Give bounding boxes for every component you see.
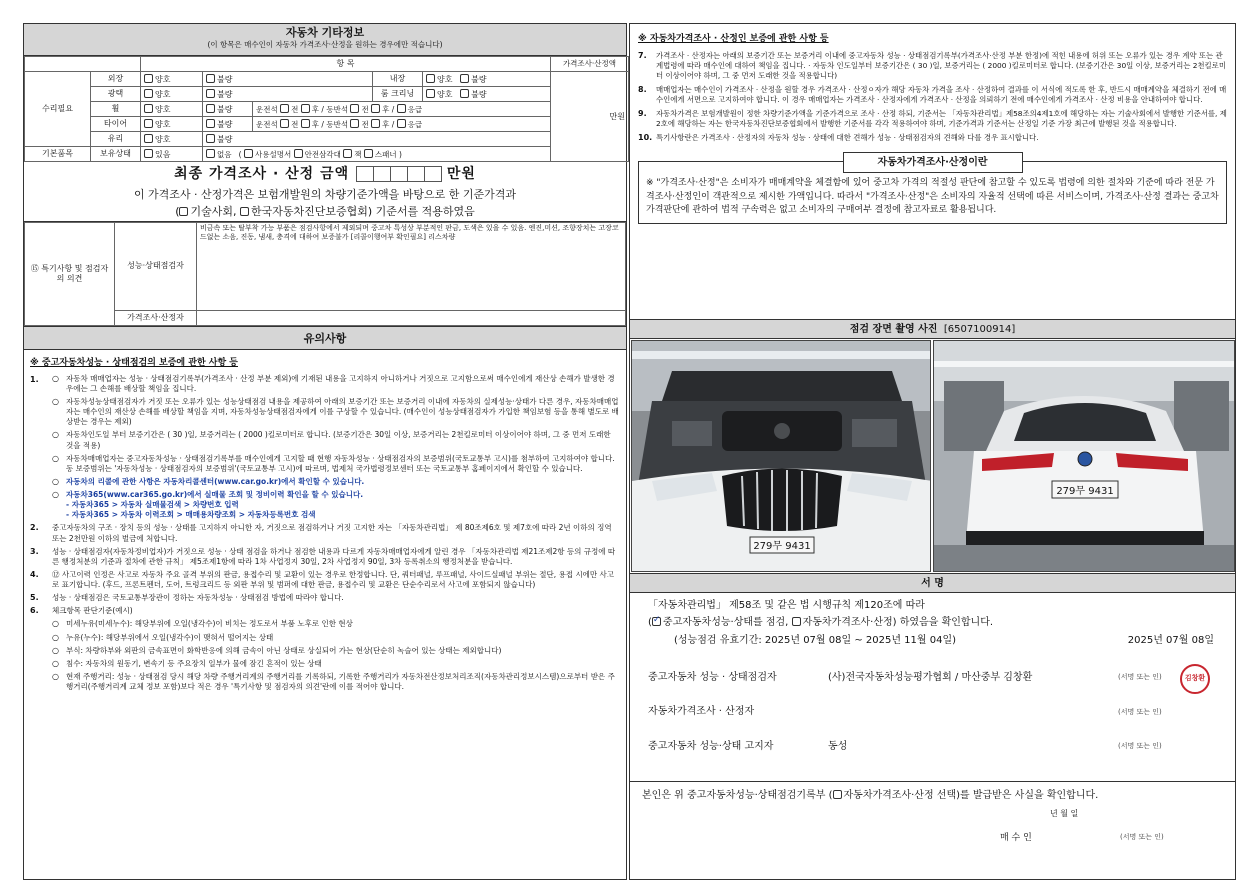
sig-mark: (서명 또는 인) xyxy=(1118,707,1162,716)
final-standard-line2: ( 기술사회, 한국자동차진단보증협회) 기준서를 적용하였음 xyxy=(175,204,475,218)
notice-item: 성능 · 상태점검자(자동차정비업자)가 거짓으로 성능 · 상태 점검을 하거나 점검한 내용과 다르게 자동차매매업자에게 알린 경우 「자동차관리법 제21조제2항 등의 규정에 따른 행정처분의 기준과 절차에 관한 규칙」 제5조제1항에 따라 1차 사업정지 30일, 2차 사업정지 90일, 3차 등록취소의 행정처분을 받습니다. xyxy=(52,546,616,566)
criteria-item: 미세누유(미세누수): 해당부위에 오일(냉각수)이 비치는 정도로서 부품 노후로 인한 현상 xyxy=(66,619,353,629)
checkbox[interactable] xyxy=(833,790,842,799)
receipt-date: 년 월 일 xyxy=(1050,808,1079,818)
inspector-name: (사)전국자동차성능평가협회 / 마산중부 김창환 xyxy=(828,671,1033,683)
rear-view-image xyxy=(934,341,1235,572)
what-is-pricing-box xyxy=(638,157,1227,224)
special-pricer-label: 가격조사·산정자 xyxy=(115,310,197,325)
row-wheel: 휠 xyxy=(91,102,141,117)
final-standard-line1: 이 가격조사 · 산정가격은 보험개발원의 차량기준가액을 바탕으로 한 기준가격과 xyxy=(133,188,517,201)
criteria-item: 누유(누수): 해당부위에서 오일(냉각수)이 맺혀서 떨어지는 상태 xyxy=(66,632,274,642)
sign-date: 2025년 07월 08일 xyxy=(1127,635,1214,646)
pricer-section-title: ※ 자동차가격조사 · 산정인 보증에 관한 사항 등 xyxy=(638,34,829,44)
sign-law: 「자동차관리법」 제58조 및 같은 법 시행규칙 제120조에 따라 xyxy=(648,600,925,611)
what-is-pricing-text: ※ "가격조사·산정"은 소비자가 매매계약을 체결함에 있어 중고차 가격의 적절성 판단에 참고할 수 있도록 법령에 의한 절차와 기준에 따라 전문 가격조사·산정인이 객관적으로 제시한 가액입니다. 따라서 "가격조사·산정"은 소비자의 자율적 선택에 따른 서비스이며, 가격조사·산정 결과는 중고차 가격판단에 관하여 법적 구속력은 없고 소비자의 구매여부 결정에 참고자료로 활용됩니다. xyxy=(646,178,1219,216)
notice-item: 자동차 매매업자는 성능 · 상태점검기록부(가격조사 · 산정 부분 제외)에 기재된 내용을 고지하지 아니하거나 거짓으로 고지함으로써 매수인에게 재산상 손해가 발생한 경우에는 그 손해를 배상할 책임을 집니다. xyxy=(66,373,615,393)
col-item-header: 항 목 xyxy=(141,57,551,72)
checkbox-checked[interactable] xyxy=(652,617,661,626)
checkbox[interactable] xyxy=(206,119,215,128)
special-pricer-value[interactable] xyxy=(197,310,626,325)
notice-item: 자동차매매업자는 중고자동차성능 · 상태점검기록부를 매수인에게 고지할 때 현행 자동차성능 · 상태점검자의 보증범위(국토교통부 고시)를 첨부하여 고지하여야 합니다. 동 보증범위는 '자동차성능 · 상태점검자의 보증범위'(국토교통부 고시)에 따르며, 법제처 국가법령정보센터 또는 국토교통부 홈페이지에서 확인할 수 있습니다. xyxy=(66,453,615,473)
other-info-subtitle: (이 항목은 매수인이 자동차 가격조사·산정을 원하는 경우에만 적습니다) xyxy=(207,39,443,49)
basic-label: 기본품목 xyxy=(25,147,91,162)
sign-confirm: (✓ 중고자동차성능·상태를 점검, 자동차가격조사·산정) 하였음을 확인합니다. xyxy=(648,617,1235,630)
checkbox[interactable] xyxy=(792,617,801,626)
receipt-section xyxy=(630,781,1235,880)
buyer-signature-row xyxy=(1000,833,1235,844)
document-page xyxy=(23,23,1236,880)
what-is-pricing-title: 자동차가격조사·산정이란 xyxy=(843,152,1023,173)
car365-text: 자동차365(www.car365.go.kr)에서 실매물 조회 및 정비이력 확인을 할 수 있습니다. - 자동차365 > 자동차 실매물검색 > 차량번호 입력 - 자동차365 > 자동차 이력조회 > 매매용차량조회 > 자동차등록번호 검색 xyxy=(66,490,364,520)
engine-bay-photo xyxy=(631,340,931,572)
right-column xyxy=(629,23,1236,880)
criteria-item: 부식: 차량하부와 외판의 금속표면이 화학반응에 의해 금속이 아닌 상태로 상실되어 가는 현상(단순히 녹슬어 있는 상태는 제외합니다) xyxy=(66,645,502,655)
pricer-item: 특기사항란은 가격조사 · 산정자의 자동차 성능 · 상태에 대한 견해가 성능 · 상태점검자의 견해와 다를 경우 표시합니다. xyxy=(656,133,1039,143)
price-unit: 만원 xyxy=(551,72,629,162)
special-inspector-label: 성능·상태점검자 xyxy=(115,222,197,310)
inspector-role: 중고자동차 성능 · 상태점검자 xyxy=(648,671,777,683)
other-info-title: 자동차 기타정보 xyxy=(285,26,365,39)
pricer-role: 자동차가격조사 · 산정자 xyxy=(648,706,755,717)
inspector-signature-row xyxy=(648,672,1235,685)
rear-view-photo xyxy=(933,340,1235,572)
row-gloss: 광택 xyxy=(91,87,141,102)
recall-link-text[interactable]: 자동차의 리콜에 관한 사항은 자동차리콜센터(www.car.go.kr)에서 확인할 수 있습니다. xyxy=(66,476,365,486)
final-price-unit: 만원 xyxy=(446,166,476,182)
row-room-cleaning: 룸 크리닝 xyxy=(373,87,423,102)
repair-label: 수리필요 xyxy=(25,72,91,147)
pricer-item: 매매업자는 매수인이 가격조사 · 산정을 원할 경우 가격조사 · 산정ㅇ자가 해당 자동차 가격을 조사 · 산정하여 결과를 이 서식에 적도록 한 후, 반드시 매매계약을 체결하기 전에 매수인에게 서면으로 고지하여야 합니다. 이 경우 매매업자는 가격조사 · 산정자에게 가격조사 · 산정을 의뢰하기 전에 매수인에게 가격조사 · 산정 비용을 안내하여야 합니다. xyxy=(656,85,1227,105)
sig-mark: (서명 또는 인) xyxy=(1118,742,1162,751)
notice-title: 유의사항 xyxy=(24,326,626,350)
sign-validity-row xyxy=(674,635,1214,648)
checkbox[interactable] xyxy=(460,89,469,98)
checkbox[interactable] xyxy=(460,74,469,83)
other-info-table: 항 목 가격조사·산정액 수리필요 외장 양호 불량 내장 양호 불량 만원 광택 양호 불량 룸 크리닝 양호 불량 휠 양호 불량 운전석 전 후 / 동반석 전 후 / 응급 타이어 양호 불량 운전석 전 후 / 동반석 전 후 / 응급 유리 양호 불량 기본품목 보유상태 있음 없음 ( 사용설명서 안전삼각대 잭 스패너 ) xyxy=(24,56,629,162)
notice-list: ※ 중고자동차성능 · 상태점검의 보증에 관한 사항 등 1. ○ 자동차 매매업자는 성능 · 상태점검기록부(가격조사 · 산정 부분 제외)에 기재된 내용을 고지하지 아니하거나 거짓으로 고지함으로써 매수인에게 재산상 손해가 발생한 경우에는 그 손해를 배상할 책임을 집니다. ○ 자동차성능상태점검자가 거짓 또는 오류가 있는 성능상태점검 내용을 제공하여 아래의 보증기간 또는 보증거리 이내에 자동차의 실제성능·상태가 다른 경우, 자동차매매업자는 매수인의 재산상 손해를 배상할 책임을 지며, 자동차성능상태점검자에게 이를 구상할 수 있습니다. (매수인이 성능상태점검자가 가입한 책임보험 등을 통해 별도로 배상받는 경우는 제외) ○ 자동차인도일 부터 보증기간은 ( 30 )일, 보증거리는 ( 2000 )킬로미터로 합니다. (보증기간은 30일 이상, 보증거리는 2천킬로미터 이상이어야 하며, 그 중 먼저 도래한 것을 적용) ○ 자동차매매업자는 중고자동차성능 · 상태점검기록부를 매수인에게 고지할 때 현행 자동차성능 · 상태점검자의 보증범위(국토교통부 고시)를 첨부하여 고지하여야 합니다. 동 보증범위는 '자동차성능 · 상태점검자의 보증범위'(국토교통부 고시)에 따르며, 법제처 국가법령정보센터 또는 국토교통부 홈페이지에서 확인할 수 있습니다. ○ 자동차의 리콜에 관한 사항은 자동차리콜센터(www.car.go.kr)에서 확인할 수 있습니다. ○ 자동차365(www.car365.go.kr)에서 실매물 조회 및 정비이력 확인을 할 수 있습니다. - 자동차365 > 자동차 실매물검색 > 차량번호 입력 - 자동차365 > 자동차 이력조회 > 매매용차량조회 > 자동차등록번호 검색 2. 중고자동차의 구조 · 장치 등의 성능 · 상태를 고지하지 아니한 자, 거짓으로 점검하거나 거짓 고지한 자는 「자동차관리법」 제 80조제6호 및 제7호에 따라 2년 이하의 징역 또는 2천만원 이하의 벌금에 처합니다. 3. 성능 · 상태점검자(자동차정비업자)가 거짓으로 성능 · 상태 점검을 하거나 점검한 내용과 다르게 자동차매매업자에게 알린 경우 「자동차관리법 제21조제2항 등의 규정에 따른 행정처분의 기준과 절차에 관한 규칙」 제5조제1항에 따라 1차 사업정지 30일, 2차 사업정지 90일, 3차 등록취소의 행정처분을 받습니다. 4. ⑫ 사고이력 인정은 사고로 자동차 주요 골격 부위의 판금, 용접수리 및 교환이 있는 경우로 한정합니다. 단, 쿼터패널, 루프패널, 사이드실패널 부위는 절단, 용접 시에만 사고로 표기합니다. (후드, 프론트펜더, 도어, 트렁크리드 등 외판 부위 및 범퍼에 대한 판금, 용접수리 및 교환은 단순수리로서 사고에 포함되지 않습니다) 5. 성능 · 상태점검은 국토교통부장관이 정하는 자동차성능 · 상태점검 방법에 따라야 합니다. 6. 체크항목 판단기준(예시) ○ 미세누유(미세누수): 해당부위에 오일(냉각수)이 비치는 정도로서 부품 노후로 인한 현상 ○ 누유(누수): 해당부위에서 오일(냉각수)이 맺혀서 떨어지는 상태 ○ 부식: 차량하부와 외판의 금속표면이 화학반응에 의해 금속이 아닌 상태로 상실되어 가는 현상(단순히 녹슬어 있는 상태는 제외합니다) ○ 침수: 자동차의 원동기, 변속기 등 주요장치 일부가 물에 잠긴 흔적이 있는 상태 ○ 현재 주행거리: 성능 · 상태점검 당시 해당 차량 주행거리계의 주행거리를 기록하되, 기록한 주행거리가 자동차전산정보처리조직(자동차관리정보시스템)으로부터 받은 주행거리(주행거리계 교체 정보 포함)보다 적은 경우 '특기사항 및 점검자의 의견'란에 이를 적어야 합니다. xyxy=(30,357,619,691)
checkbox[interactable] xyxy=(206,89,215,98)
checkbox[interactable] xyxy=(426,89,435,98)
row-exterior: 외장 xyxy=(91,72,141,87)
final-price-section xyxy=(24,162,626,222)
special-notes-table xyxy=(24,222,626,326)
checkbox[interactable] xyxy=(144,104,153,113)
photo-id: [6507100914] xyxy=(943,324,1016,335)
notice-item: 체크항목 판단기준(예시) xyxy=(52,606,133,616)
buyer-label: 매 수 인 xyxy=(1000,832,1032,843)
pricer-item: 가격조사 · 산정자는 아래의 보증기간 또는 보증거리 이내에 중고자동차 성능 · 상태점검기록부(가격조사·산정 부분 한정)에 적힌 내용에 허위 또는 오류가 있는 경우 계약 또는 관계법령에 따라 매수인에 대하여 책임을 집니다. · 자동차 인도일부터 보증기간은 ( 30 )일, 보증거리는 ( 2000 )킬로미터로 합니다. (보증기간은 30일 이상, 보증거리는 2천킬로미터 이상이어야 하며, 그 중 먼저 도래한 것을 적용합니다) xyxy=(656,51,1226,81)
sig-mark: (서명 또는 인) xyxy=(1120,832,1164,841)
notice-item: 성능 · 상태점검은 국토교통부장관이 정하는 자동차성능 · 상태점검 방법에 따라야 합니다. xyxy=(52,593,344,603)
notifier-signature-row xyxy=(648,741,1235,754)
checkbox[interactable] xyxy=(206,134,215,143)
front-plate-text: 279무 9431 xyxy=(753,541,811,552)
notice-item: 자동차성능상태점검자가 거짓 또는 오류가 있는 성능상태점검 내용을 제공하여 아래의 보증기간 또는 보증거리 이내에 자동차의 실제성능·상태가 다른 경우, 자동차매매업자는 매수인의 재산상 손해를 배상할 책임을 지며, 자동차성능상태점검자에게 이를 구상할 수 있습니다. (매수인이 성능상태점검자가 가입한 책임보험 등을 통해 별도로 배상받는 경우는 제외) xyxy=(66,397,619,427)
checkbox[interactable] xyxy=(144,74,153,83)
notifier-role: 중고자동차 성능·상태 고지자 xyxy=(648,740,774,752)
checkbox[interactable] xyxy=(144,89,153,98)
pricer-signature-row xyxy=(648,706,1235,719)
validity-period: (성능점검 유효기간: 2025년 07월 08일 ~ 2025년 11월 04일) xyxy=(674,635,957,646)
checkbox[interactable] xyxy=(206,104,215,113)
notice-item: 자동차인도일 부터 보증기간은 ( 30 )일, 보증거리는 ( 2000 )킬로미터로 합니다. (보증기간은 30일 이상, 보증거리는 2천킬로미터 이상이어야 하며, 그 중 먼저 도래한 것을 적용) xyxy=(66,430,611,450)
checkbox[interactable] xyxy=(426,74,435,83)
criteria-item: 침수: 자동차의 원동기, 변속기 등 주요장치 일부가 물에 잠긴 흔적이 있는 상태 xyxy=(66,658,322,668)
checkbox[interactable] xyxy=(206,74,215,83)
special-notes-text: 비금속 또는 탈부착 가능 부품은 점검사항에서 제외되며 중고차 특성상 부분적인 판금, 도색은 있을 수 있음. 엔진,미션, 조향장치는 고장코드없는 소음, 진동, 냄새, 충격에 대하여 보증불가 [리콜이행여부 확인필요] 리스차량 xyxy=(197,222,626,310)
row-tire: 타이어 xyxy=(91,117,141,132)
row-glass: 유리 xyxy=(91,132,141,147)
checkbox[interactable] xyxy=(144,134,153,143)
other-info-header xyxy=(24,24,626,56)
engine-bay-image xyxy=(632,341,931,572)
checkbox[interactable] xyxy=(144,149,153,158)
criteria-item: 현재 주행거리: 성능 · 상태점검 당시 해당 차량 주행거리계의 주행거리를 기록하되, 기록한 주행거리가 자동차전산정보처리조직(자동차관리정보시스템)으로부터 받은 주행거리(주행거리계 교체 정보 포함)보다 적은 경우 '특기사항 및 점검자의 의견'란에 이를 적어야 합니다. xyxy=(66,671,615,691)
notice-item: ⑫ 사고이력 인정은 사고로 자동차 주요 골격 부위의 판금, 용접수리 및 교환이 있는 경우로 한정합니다. 단, 쿼터패널, 루프패널, 사이드실패널 부위는 절단, 용접 시에만 사고로 표기합니다. (후드, 프론트펜더, 도어, 트렁크리드 등 외판 부위 및 범퍼에 대한 판금, 용접수리 및 교환은 단순수리로서 사고에 포함되지 않습니다) xyxy=(52,569,615,589)
notice-item: 중고자동차의 구조 · 장치 등의 성능 · 상태를 고지하지 아니한 자, 거짓으로 점검하거나 거짓 고지한 자는 「자동차관리법」 제 80조제6호 및 제7호에 따라 2년 이하의 징역 또는 2천만원 이하의 벌금에 처합니다. xyxy=(52,523,612,543)
notice-section-title: ※ 중고자동차성능 · 상태점검의 보증에 관한 사항 등 xyxy=(30,357,238,368)
notifier-name: 동성 xyxy=(828,740,848,752)
sign-title: 서 명 xyxy=(630,573,1235,593)
sig-mark: (서명 또는 인) xyxy=(1118,673,1162,682)
rear-plate-text: 279무 9431 xyxy=(1056,486,1114,497)
col-price-header: 가격조사·산정액 xyxy=(551,57,629,72)
photo-header xyxy=(630,319,1235,339)
final-price-title: 최종 가격조사 · 산정 금액 xyxy=(174,166,350,182)
pricer-guarantee: ※ 자동차가격조사 · 산정인 보증에 관한 사항 등 7. 가격조사 · 산정자는 아래의 보증기간 또는 보증거리 이내에 중고자동차 성능 · 상태점검기록부(가격조사·산정 부분 한정)에 적힌 내용에 허위 또는 오류가 있는 경우 계약 또는 관계법령에 따라 매수인에 대하여 책임을 집니다. · 자동차 인도일부터 보증기간은 ( 30 )일, 보증거리는 ( 2000 )킬로미터로 합니다. (보증기간은 30일 이상, 보증거리는 2천킬로미터 이상이어야 하며, 그 중 먼저 도래한 것을 적용합니다) 8. 매매업자는 매수인이 가격조사 · 산정을 원할 경우 가격조사 · 산정ㅇ자가 해당 자동차 가격을 조사 · 산정하여 결과를 이 서식에 적도록 한 후, 반드시 매매계약을 체결하기 전에 매수인에게 서면으로 고지하여야 합니다. 이 경우 매매업자는 가격조사 · 산정자에게 가격조사 · 산정을 의뢰하기 전에 매수인에게 가격조사 · 산정 비용을 안내하여야 합니다. 9. 자동차가격은 보험개발원이 정한 차량기준가액을 기준가격으로 조사 · 산정 하되, 기준서는 「자동차관리법」제58조의4제1호에 해당하는 자는 기술사회에서 발행한 기준서를, 제2호에 해당하는 자는 한국자동차진단보증협회에서 발행한 기준서를 각각 적용하여야 하며, 기준가격과 기준서는 산정일 기준 가장 최근에 발행된 것을 적용합니다. 10. 특기사항란은 가격조사 · 산정자의 자동차 성능 · 상태에 대한 견해가 성능 · 상태점검자의 견해와 다를 경우 표시합니다. xyxy=(638,34,1227,143)
official-stamp: 김창환 xyxy=(1180,664,1210,694)
pricer-item: 자동차가격은 보험개발원이 정한 차량기준가액을 기준가격으로 조사 · 산정 하되, 기준서는 「자동차관리법」제58조의4제1호에 해당하는 자는 기술사회에서 발행한 기준서를, 제2호에 해당하는 자는 한국자동차진단보증협회에서 발행한 기준서를 각각 적용하여야 하며, 기준가격과 기준서는 산정일 기준 가장 최근에 발행된 것을 적용합니다. xyxy=(656,109,1227,129)
special-label: ⑮ 특기사항 및 점검자의 의견 xyxy=(25,222,115,325)
photo-title: 점검 장면 촬영 사진 xyxy=(849,324,938,335)
row-interior: 내장 xyxy=(373,72,423,87)
final-price-boxes[interactable] xyxy=(357,166,442,185)
checkbox[interactable] xyxy=(144,119,153,128)
left-column xyxy=(23,23,627,880)
receipt-text: 본인은 위 중고자동차성능·상태점검기록부 ( 자동차가격조사·산정 선택)를 발급받은 사실을 확인합니다. xyxy=(642,790,1099,801)
row-possess: 보유상태 xyxy=(91,147,141,162)
